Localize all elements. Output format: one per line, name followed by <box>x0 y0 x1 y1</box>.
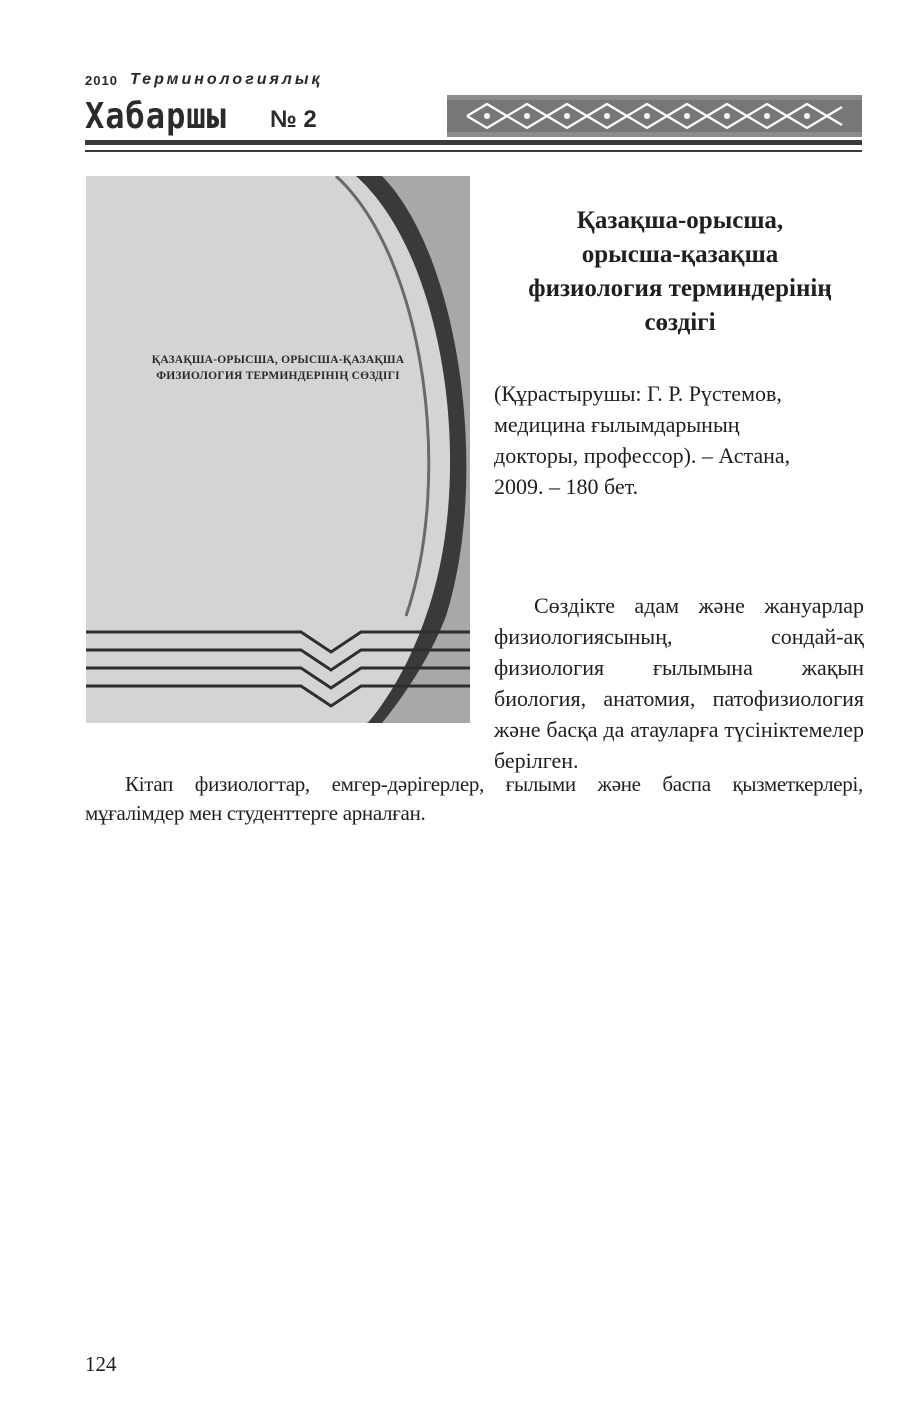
description-text: Сөздікте адам және жануарлар физиологиясының, сондай-ақ физиология ғылымына жақын биология, анатомия, патофизиология және басқа да атауларға түсініктемелер берілген. <box>494 593 864 773</box>
book-title-line: сөздігі <box>644 309 716 336</box>
header-rule-thick <box>85 140 862 145</box>
book-title-line: Қазақша-орысша, <box>576 207 784 234</box>
ornament-band <box>447 95 862 137</box>
book-info <box>494 378 864 502</box>
header-series: Терминологиялық <box>130 71 323 88</box>
audience-text: Кітап физиологтар, емгер-дәрігерлер, ғылыми және баспа қызметкерлері, мұғалімдер мен студенттерге арналған. <box>85 772 863 825</box>
cover-title-line2: ФИЗИОЛОГИЯ ТЕРМИНДЕРІНІҢ СӨЗДІГІ <box>156 370 400 382</box>
book-title <box>480 204 880 340</box>
header-rule-thin <box>85 150 862 152</box>
description-paragraph <box>494 590 864 776</box>
book-info-line: медицина ғылымдарының <box>494 412 740 437</box>
book-title-line: орысша-қазақша <box>581 241 779 268</box>
journal-title: Хабаршы <box>85 95 227 137</box>
book-info-line: 2009. – 180 бет. <box>494 474 639 499</box>
header-year: 2010 <box>85 73 118 88</box>
book-title-line: физиология терминдерінің <box>528 275 832 302</box>
book-cover-image <box>86 176 470 723</box>
cover-title-line1: ҚАЗАҚША-ОРЫСША, ОРЫСША-ҚАЗАҚША <box>151 354 405 366</box>
book-info-line: докторы, профессор). – Астана, <box>494 443 791 468</box>
book-info-line: (Құрастырушы: Г. Р. Рүстемов, <box>494 381 782 406</box>
page-number: 124 <box>85 1352 117 1376</box>
audience-paragraph <box>85 770 863 828</box>
issue-number: № 2 <box>270 106 317 133</box>
